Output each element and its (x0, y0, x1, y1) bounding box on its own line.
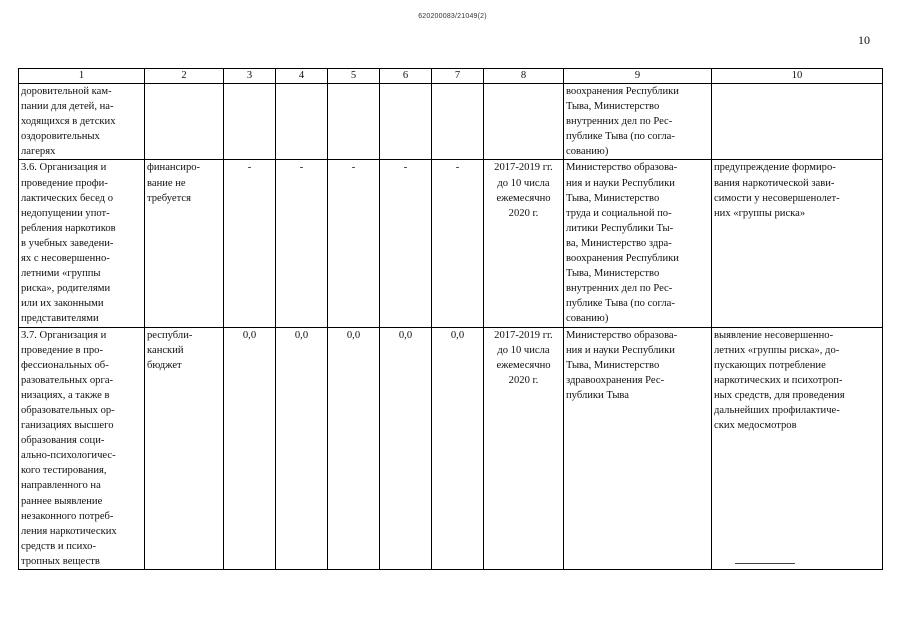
value-cell: - (380, 160, 432, 327)
value-cell: - (432, 160, 484, 327)
executor-cell: Министерство образова- ния и науки Республики Тыва, Министерство здравоохранения Рес- публики Тыва (564, 327, 712, 570)
result-cell: предупреждение формиро- вания наркотической зави- симости у несовершенолет- них «группы риска» (712, 160, 883, 327)
column-header: 4 (276, 69, 328, 84)
value-cell (380, 84, 432, 160)
measure-cell: доровительной кам- пании для детей, на- ходящихся в детских оздоровительных лагерях (19, 84, 145, 160)
column-header: 3 (224, 69, 276, 84)
value-cell (432, 84, 484, 160)
program-table (18, 68, 883, 570)
column-header: 5 (328, 69, 380, 84)
column-header: 7 (432, 69, 484, 84)
value-cell: - (328, 160, 380, 327)
value-cell: 0,0 (380, 327, 432, 570)
value-cell (224, 84, 276, 160)
result-cell: выявление несовершенно- летних «группы риска», до- пускающих потребление наркотических и психотроп- ных средств, для проведения дальнейших профилактиче- ских медосмотров (712, 327, 883, 570)
column-header: 2 (145, 69, 224, 84)
divider-line (735, 563, 795, 564)
value-cell: 0,0 (328, 327, 380, 570)
table-row (19, 327, 883, 570)
table-row (19, 160, 883, 327)
value-cell: 0,0 (224, 327, 276, 570)
column-header: 10 (712, 69, 883, 84)
column-header: 1 (19, 69, 145, 84)
deadline-cell: 2017-2019 гг. до 10 числа ежемесячно 2020 г. (484, 327, 564, 570)
value-cell: - (276, 160, 328, 327)
deadline-cell (484, 84, 564, 160)
document-code: 620200083/21049(2) (418, 13, 487, 20)
deadline-cell: 2017-2019 гг. до 10 числа ежемесячно 2020 г. (484, 160, 564, 327)
funding-source-cell (145, 84, 224, 160)
executor-cell: воохранения Республики Тыва, Министерство внутренних дел по Рес- публике Тыва (по согла- сованию) (564, 84, 712, 160)
page-number: 10 (858, 33, 870, 47)
result-cell (712, 84, 883, 160)
funding-source-cell: республи- канский бюджет (145, 327, 224, 570)
value-cell: 0,0 (432, 327, 484, 570)
measure-cell: 3.6. Организация и проведение профи- лактических бесед о недопущении упот- ребления наркотиков в учебных заведени- ях с несовершенно- летними «группы риска», родителями или их законными представителями (19, 160, 145, 327)
column-header: 9 (564, 69, 712, 84)
value-cell (276, 84, 328, 160)
column-header: 8 (484, 69, 564, 84)
value-cell (328, 84, 380, 160)
header-row (19, 69, 883, 84)
funding-source-cell: финансиро- вание не требуется (145, 160, 224, 327)
table-row (19, 84, 883, 160)
value-cell: - (224, 160, 276, 327)
measure-cell: 3.7. Организация и проведение в про- фессиональных об- разовательных орга- низациях, а также в образовательных ор- ганизациях высшего образования соци- ально-психологичес- кого тестирования, направленного на раннее выявление незаконного потреб- ления наркотических средств и психо- тропных веществ (19, 327, 145, 570)
value-cell: 0,0 (276, 327, 328, 570)
column-header: 6 (380, 69, 432, 84)
executor-cell: Министерство образова- ния и науки Республики Тыва, Министерство труда и социальной по- литики Республики Ты- ва, Министерство здра- воохранения Республики Тыва, Министерство внутренних дел по Рес- публике Тыва (по согла- сованию) (564, 160, 712, 327)
